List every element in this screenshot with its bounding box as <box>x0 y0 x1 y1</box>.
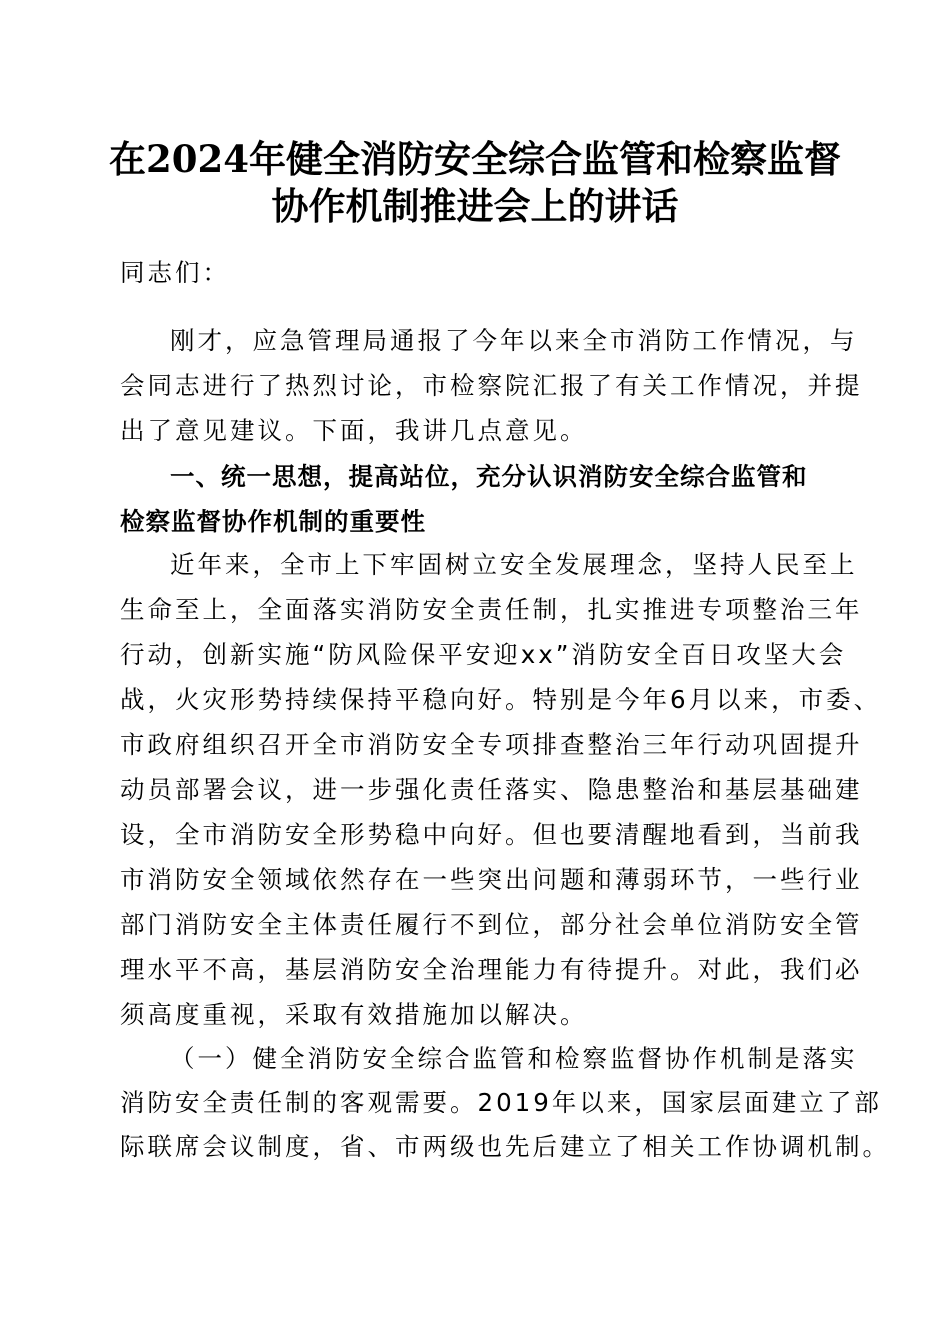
paragraph-line: 设，全市消防安全形势稳中向好。但也要清醒地看到，当前我 <box>120 820 863 849</box>
document-title-line-2: 协作机制推进会上的讲话 <box>271 184 679 228</box>
paragraph-line: 生命至上，全面落实消防安全责任制，扎实推进专项整治三年 <box>120 595 863 624</box>
paragraph-line: 理水平不高，基层消防安全治理能力有待提升。对此，我们必 <box>120 955 863 984</box>
section-heading-line: 检察监督协作机制的重要性 <box>120 507 426 536</box>
paragraph-line: （一）健全消防安全综合监管和检察监督协作机制是落实 <box>170 1044 858 1073</box>
document-title-line-1: 在2024年健全消防安全综合监管和检察监督 <box>109 137 841 181</box>
paragraph-line: 市消防安全领域依然存在一些突出问题和薄弱环节，一些行业 <box>120 865 863 894</box>
paragraph-line: 动员部署会议，进一步强化责任落实、隐患整治和基层基础建 <box>120 775 863 804</box>
paragraph-line: 行动，创新实施“防风险保平安迎xx”消防安全百日攻坚大会 <box>120 640 847 669</box>
paragraph-line: 出了意见建议。下面，我讲几点意见。 <box>120 416 588 445</box>
paragraph-line: 近年来，全市上下牢固树立安全发展理念，坚持人民至上 <box>170 550 858 579</box>
paragraph-line: 会同志进行了热烈讨论，市检察院汇报了有关工作情况，并提 <box>120 371 863 400</box>
section-heading-line: 一、统一思想，提高站位，充分认识消防安全综合监管和 <box>170 462 808 491</box>
salutation: 同志们： <box>120 258 230 287</box>
paragraph-line: 市政府组织召开全市消防安全专项排查整治三年行动巩固提升 <box>120 730 863 759</box>
paragraph-line: 刚才，应急管理局通报了今年以来全市消防工作情况，与 <box>170 326 858 355</box>
paragraph-line: 战，火灾形势持续保持平稳向好。特别是今年6月以来，市委、 <box>120 685 882 714</box>
paragraph-line: 际联席会议制度，省、市两级也先后建立了相关工作协调机制。 <box>120 1132 890 1161</box>
paragraph-line: 须高度重视，采取有效措施加以解决。 <box>120 1000 588 1029</box>
paragraph-line: 部门消防安全主体责任履行不到位，部分社会单位消防安全管 <box>120 910 863 939</box>
paragraph-line: 消防安全责任制的客观需要。2019年以来，国家层面建立了部 <box>120 1088 882 1117</box>
